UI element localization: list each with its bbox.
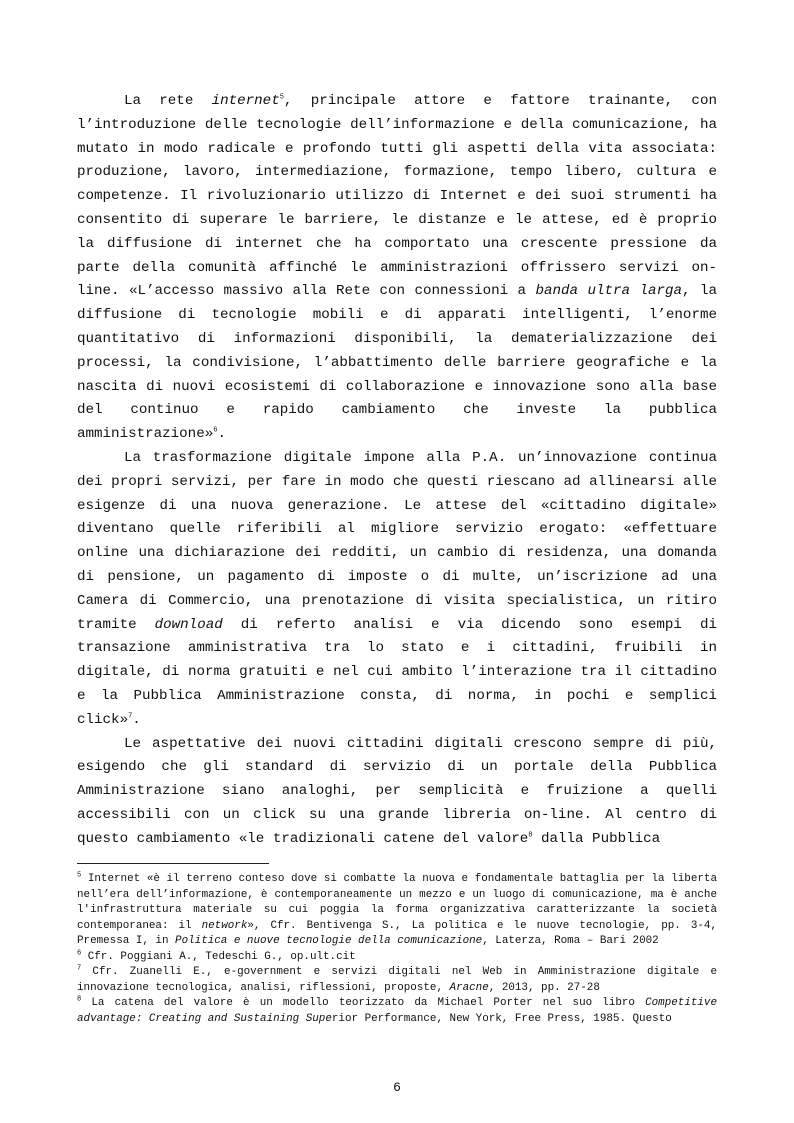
text-italic: Politica e nuove tecnologie della comunicazione (175, 935, 483, 947)
paragraph-3 (77, 733, 717, 852)
footnote-5 (77, 872, 717, 950)
text: La rete (124, 93, 212, 109)
text: . (132, 711, 141, 728)
text: rior Performance, New York, Free Press, 1985. Questo (331, 1012, 672, 1025)
text: La catena del valore è un modello teorizzato da Michael Porter nel suo libro (81, 997, 646, 1009)
text: Internet «è il terreno conteso dove si combatte la nuova e fondamentale battaglia per la liberta nell’era dell’informazione, è contemporaneamente un mezzo e un luogo di comunicazione, ma è anche l'infrastruttura materiale su cui poggia la forma organizzativa caratterizzante la società contemporanea: il (77, 873, 717, 932)
text-italic: download (154, 616, 223, 633)
text: Cfr. Zuanelli E., e-government e servizi digitali nel Web in Amministrazione digitale e innovazione tecnologica, analisi, riflessioni, proposte, (77, 966, 717, 994)
text: di referto analisi e via dicendo sono esempi di transazione amministrativa tra lo stato e i cittadini, fruibili in digitale, di norma gratuiti e nel cui ambito l’interazione tra il cittadino e la Pubblica Amministrazione consta, di norma, in pochi e semplici click» (77, 616, 717, 728)
text: , Laterza, Roma – Bari 2002 (482, 935, 659, 947)
footnote-ref-6: 6 (213, 426, 218, 435)
footnote-ref-8: 8 (528, 830, 533, 839)
footnote-7 (77, 965, 717, 996)
text-italic: Competitive advantage: Creating and Sustaining Supe (77, 997, 717, 1025)
text-italic: banda ultra larga (535, 283, 683, 300)
footnote-number: 5 (77, 871, 82, 880)
footnote-number: 7 (77, 964, 82, 973)
footnote-number: 6 (77, 948, 82, 957)
text: », Cfr. Bentivenga S., La politica e le nuove tecnologie, pp. 3-4, Premessa I, in (77, 919, 718, 947)
text-italic: network (201, 919, 248, 932)
paragraph-1 (77, 90, 717, 447)
text: La trasformazione digitale impone alla P.A. un’innovazione continua dei propri servizi, per fare in modo che questi riescano ad allinearsi alle esigenze di una nuova generazione. Le attese del «cittadino digitale» diventano quelle riferibili al migliore servizio erogato: «effettuare online una dichiarazione dei redditi, un cambio di residenza, una domanda di pensione, un pagamento di imposte o di multe, un’iscrizione ad una Camera di Commercio, una prenotazione di visita specialistica, un ritiro tramite (77, 449, 717, 633)
text: Le aspettative dei nuovi cittadini digitali crescono sempre di più, esigendo che gli standard di servizio di un portale della Pubblica Amministrazione siano analoghi, per semplicità e fruizione a quelli accessibili con un click su una grande libreria on-line. Al centro di questo cambiamento «le tradizionali catene del valore (77, 735, 717, 847)
text-italic: internet (211, 93, 280, 109)
paragraph-2 (77, 447, 717, 733)
footnote-number: 8 (77, 995, 82, 1004)
text: , principale attore e fattore trainante, con l’introduzione delle tecnologie dell’informazione e della comunicazione, ha mutato in modo radicale e profondo tutti gli aspetti della vita associata: produzione, lavoro, intermediazione, formazione, tempo libero, cultura e competenze. Il rivoluzionario utilizzo di Internet e dei suoi strumenti ha consentito di superare le barriere, le distanze e le attese, ed è proprio la diffusione di internet che ha comportato una crescente pressione da parte della comunità affinché le amministrazioni offrissero servizi on-line. «L’accesso massivo alla Rete con connessioni a (77, 93, 717, 300)
text: dalla Pubblica (532, 830, 661, 847)
footnote-divider (77, 863, 269, 864)
footnote-6 (77, 950, 717, 966)
footnote-ref-5: 5 (279, 93, 284, 102)
page-number: 6 (393, 1080, 401, 1095)
text: . (217, 426, 226, 443)
main-text (77, 90, 717, 852)
text: Cfr. Poggiani A., Tedeschi G., op.ult.cit (81, 950, 356, 963)
footnotes (77, 872, 717, 1027)
footnote-8 (77, 996, 717, 1027)
text: , la diffusione di tecnologie mobili e di apparati intelligenti, l’enorme quantitativo di informazioni disponibili, la dematerializzazione dei processi, la condivisione, l’abbattimento delle barriere geografiche e la nascita di nuovi ecosistemi di collaborazione e innovazione sono alla base del continuo e rapido cambiamento che investe la pubblica amministrazione» (77, 283, 717, 443)
text: , 2013, pp. 27-28 (488, 981, 600, 994)
text-italic: Aracne (449, 981, 489, 994)
footnote-ref-7: 7 (128, 711, 133, 720)
